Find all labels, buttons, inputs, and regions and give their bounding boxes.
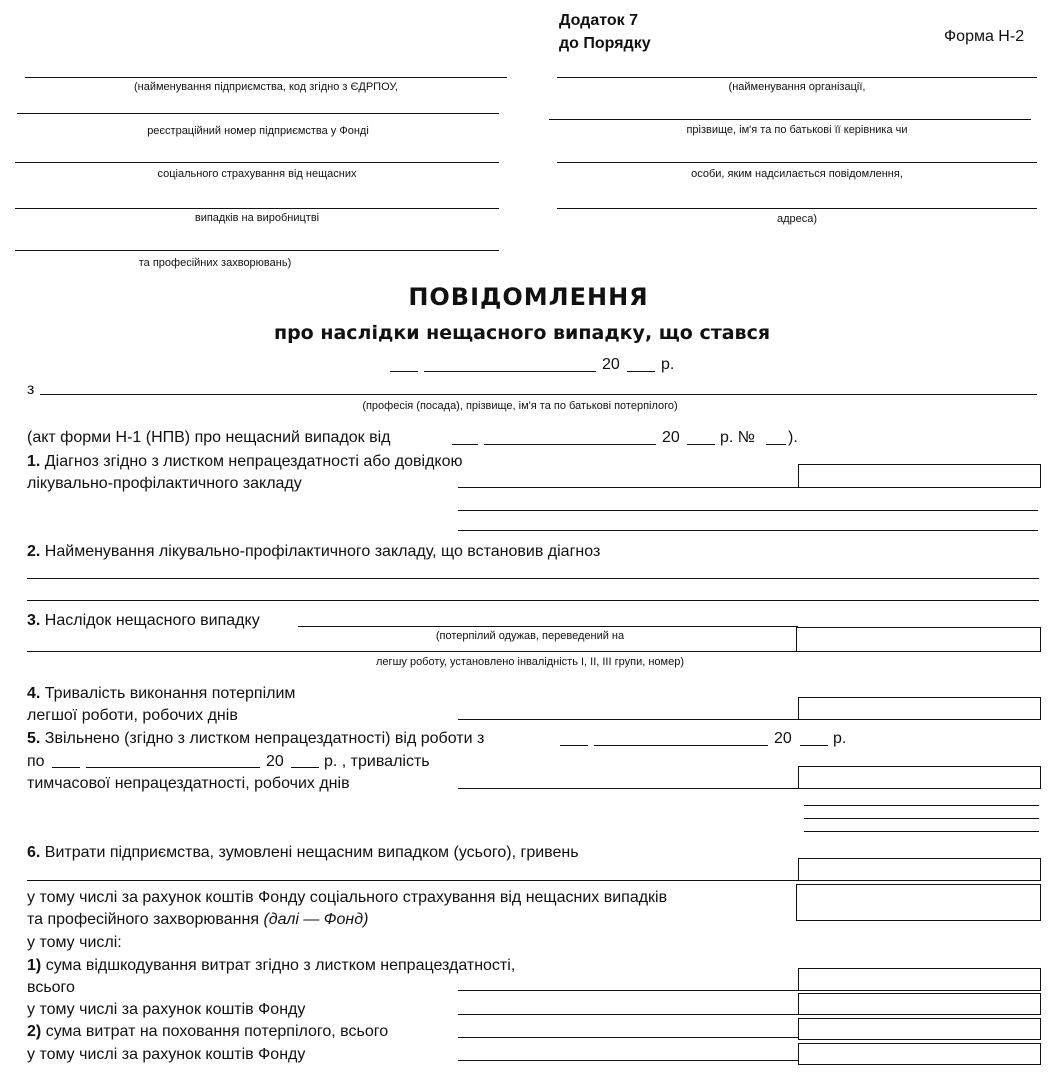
- accident-year-field[interactable]: [627, 371, 655, 372]
- enterprise-caption-2: реєстраційний номер підприємства у Фонді: [147, 125, 369, 137]
- victim-field[interactable]: [40, 394, 1037, 395]
- enterprise-name-field[interactable]: [25, 77, 507, 78]
- release-to-prefix: по: [27, 753, 45, 770]
- expenses-divider: [27, 880, 798, 881]
- sick-leave-total-field[interactable]: [458, 990, 798, 991]
- item-1-line1: 1. Діагноз згідно з листком непрацездатності або довідкою: [27, 453, 463, 470]
- item-5-line1: 5. Звільнено (згідно з листком непрацездатності) від роботи з: [27, 730, 485, 747]
- act-day-field[interactable]: [452, 444, 478, 445]
- enterprise-caption-4: випадків на виробництві: [194, 212, 320, 224]
- extra-line-3[interactable]: [804, 831, 1039, 832]
- act-year-field[interactable]: [687, 444, 715, 445]
- organization-caption-1: (найменування організації,: [728, 81, 866, 93]
- consequence-code-box[interactable]: [796, 627, 1041, 652]
- release-to-year-field[interactable]: [291, 767, 319, 768]
- sick-leave-fund-field[interactable]: [458, 1014, 798, 1015]
- funeral-fund-box[interactable]: [798, 1043, 1041, 1065]
- institution-field-2[interactable]: [27, 600, 1039, 601]
- diagnosis-code-box[interactable]: [798, 464, 1041, 488]
- release-to-day-field[interactable]: [52, 767, 80, 768]
- sub-1-line1: 1) сума відшкодування витрат згідно з листком непрацездатності,: [27, 957, 516, 974]
- accident-day-field[interactable]: [390, 371, 418, 372]
- release-from-year-prefix: 20: [774, 730, 792, 747]
- accident-year-suffix: р.: [661, 356, 675, 373]
- victim-prefix: з: [27, 381, 35, 398]
- extra-line-1[interactable]: [804, 805, 1039, 806]
- consequence-caption-2: легшу роботу, установлено інвалідність І, ІІ, ІІІ групи, номер): [376, 656, 684, 668]
- act-year-prefix: 20: [662, 429, 680, 446]
- act-number-label: р. №: [720, 429, 755, 446]
- organization-address-field[interactable]: [557, 208, 1037, 209]
- annex-reference: до Порядку: [559, 35, 651, 52]
- fund-line2: та професійного захворювання (далі — Фонд): [27, 911, 369, 928]
- light-work-days-field[interactable]: [458, 719, 798, 720]
- diagnosis-field-3[interactable]: [458, 530, 1038, 531]
- release-from-month-field[interactable]: [594, 745, 768, 746]
- fund-expenses-box[interactable]: [796, 884, 1041, 921]
- organization-name-field[interactable]: [557, 77, 1037, 78]
- organization-caption-3: особи, яким надсилається повідомлення,: [691, 168, 903, 180]
- item-2-text: 2. Найменування лікувально-профілактичного закладу, що встановив діагноз: [27, 543, 601, 560]
- enterprise-caption-5: та професійних захворювань): [138, 257, 292, 269]
- release-from-day-field[interactable]: [560, 745, 588, 746]
- enterprise-diseases-field[interactable]: [15, 250, 499, 251]
- consequence-field-1[interactable]: [298, 626, 798, 627]
- light-work-days-box[interactable]: [798, 697, 1041, 720]
- act-month-field[interactable]: [484, 444, 656, 445]
- sub-2-line1: 2) сума витрат на поховання потерпілого, всього: [27, 1023, 389, 1040]
- document-title: ПОВІДОМЛЕННЯ: [408, 283, 649, 311]
- organization-caption-2: прізвище, ім'я та по батькові її керівника чи: [686, 124, 908, 136]
- diagnosis-field-2[interactable]: [458, 510, 1038, 511]
- total-expenses-box[interactable]: [798, 858, 1041, 881]
- item-1-line2: лікувально-профілактичного закладу: [27, 475, 302, 492]
- funeral-total-field[interactable]: [458, 1037, 798, 1038]
- disability-days-box[interactable]: [798, 766, 1041, 789]
- organization-person-field[interactable]: [557, 162, 1037, 163]
- funeral-total-box[interactable]: [798, 1018, 1041, 1040]
- extra-line-2[interactable]: [804, 818, 1039, 819]
- annex-label: Додаток 7: [559, 12, 638, 29]
- enterprise-caption-3: соціального страхування від нещасних: [157, 168, 357, 180]
- organization-head-field[interactable]: [549, 119, 1031, 120]
- form-code: Форма Н-2: [944, 28, 1025, 45]
- accident-year-prefix: 20: [602, 356, 620, 373]
- act-number-field[interactable]: [766, 444, 786, 445]
- sick-leave-fund-box[interactable]: [798, 993, 1041, 1015]
- act-close: ).: [788, 429, 798, 446]
- item-3-text: 3. Наслідок нещасного випадку: [27, 612, 260, 629]
- sick-leave-total-box[interactable]: [798, 968, 1041, 991]
- release-from-year-suffix: р.: [833, 730, 847, 747]
- document-subtitle: про наслідки нещасного випадку, що стався: [273, 322, 771, 344]
- release-from-year-field[interactable]: [800, 745, 828, 746]
- institution-field-1[interactable]: [27, 578, 1039, 579]
- release-to-year-prefix: 20: [266, 753, 284, 770]
- item-4-line1: 4. Тривалість виконання потерпілим: [27, 685, 296, 702]
- consequence-caption-1: (потерпілий одужав, переведений на: [435, 630, 625, 642]
- item-5-line3: тимчасової непрацездатності, робочих днів: [27, 775, 350, 792]
- victim-caption: (професія (посада), прізвище, ім'я та по батькові потерпілого): [362, 400, 678, 412]
- item-6-text: 6. Витрати підприємства, зумовлені нещасним випадком (усього), гривень: [27, 844, 579, 861]
- funeral-fund-field[interactable]: [458, 1060, 798, 1061]
- enterprise-accidents-field[interactable]: [15, 208, 499, 209]
- accident-month-field[interactable]: [424, 371, 596, 372]
- fund-line3: у тому числі:: [27, 934, 122, 951]
- item-4-line2: легшої роботи, робочих днів: [27, 707, 238, 724]
- diagnosis-field-1[interactable]: [458, 487, 798, 488]
- fund-line1: у тому числі за рахунок коштів Фонду соціального страхування від нещасних випадків: [27, 889, 668, 906]
- sub-1-line2: всього: [27, 979, 75, 996]
- release-to-suffix: р. , тривалість: [324, 753, 430, 770]
- enterprise-caption-1: (найменування підприємства, код згідно з ЄДРПОУ,: [133, 81, 398, 93]
- consequence-field-2[interactable]: [27, 651, 798, 652]
- enterprise-reg-field[interactable]: [17, 113, 499, 114]
- enterprise-fund-field[interactable]: [15, 162, 499, 163]
- sub-2-line2: у тому числі за рахунок коштів Фонду: [27, 1046, 306, 1063]
- disability-days-field[interactable]: [458, 788, 798, 789]
- release-to-month-field[interactable]: [86, 767, 260, 768]
- act-text: (акт форми Н-1 (НПВ) про нещасний випадок від: [27, 429, 391, 446]
- sub-1-line3: у тому числі за рахунок коштів Фонду: [27, 1001, 306, 1018]
- organization-caption-4: адреса): [776, 213, 818, 225]
